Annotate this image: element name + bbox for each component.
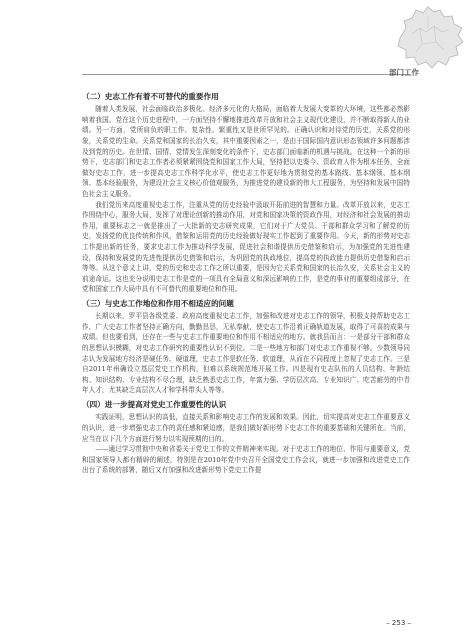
- paragraph: 我们党历来高度重视史志工作，注重从党的历史经验中汲取开拓前进的智慧和力量。改革开放以来，史志工作围绕中心，服务大局，发挥了对理论创新的推动作用，对党和国家决策的资政作用，对经济和社会发展的推动作用，重要标志之一就是推出了一大批新的史志研究成果，它们对于广大党员、干部和群众学习和了解党的历史，发扬党的优良传统和作风，借鉴和运用党的历史经验做好现实工作起到了重要作用。今天，新的形势对史志工作提出新的任务，要求史志工作为推动科学发展，促进社会和谐提供历史借鉴和启示，为加强党的先进性建设，保持和发展党的先进性提供历史借鉴和启示，为巩固党的执政地位，提高党的执政能力提供历史借鉴和启示等等。从这个意义上讲，党的历史和史志工作之所以重要，是因为它关系党和国家的长治久安，关系社会主义的前途命运。这也充分说明史志工作是党的一项具有全局意义和深远影响的工作，是党的事业的重要组成部分，在党和国家工作大局中具有不可替代的重要地位和作用。: [82, 200, 410, 294]
- section-heading: （三）与史志工作地位和作用不相适应的问题: [82, 298, 234, 308]
- paragraph: 实践证明，思想认识的高低，直接关系和影响史志工作的发展和效果。因此，切实提高对史志工作重要意义的认识，进一步增强史志工作的责任感和紧迫感，是我们做好新形势下史志工作的重要基础和关键所在。当前，应当在以下几个方面进行努力以实现预期的目的。: [82, 413, 410, 443]
- paragraph: 随着人类发展，社会面临政治多极化、经济多元化的大格局，面临着大发展大变革的大环境，这些都必然影响着我国。党在这个历史进程中，一方面坚持不懈地推进改革开放和社会主义现代化建设，并不断取得新人的业绩。另一方面，党所肩负的职工作、复杂性、繁重性又是世所罕见的。正确认识和对待党的历史，关系党的形象，关系党的生命。关系党和国家的长治久安，其中重要因素之一，是由于国际国内意识形态领域许多问题都涉及到党的历史。在世情、国情、党情发生深刻变化的条件下，史志部门面临新的机遇与挑战。在这种一个新的形势下，史志部门和史志工作者必须紧紧围绕党和国家工作大局，坚持把以史鉴今、资政育人作为根本任务，全面做好史志工作，进一步提高史志工作科学化水平，使史志工作更好地为贯彻党的基本路线、基本纲领、基本纲领、基本经验服务，为建设社会主义核心价值观服务，为推进党的建设新的伟大工程服务，为坚持和发展中国特色社会主义服务。: [82, 105, 410, 199]
- map-silhouette-icon: [392, 4, 466, 70]
- section-heading: （四）进一步提高对党史工作重要性的认识: [82, 400, 227, 410]
- page-number: – 253 –: [386, 619, 411, 627]
- paragraph: ——通过学习贯彻中央和省委关于党史工作的文件精神来实现。对于史志工作的地位、作用与重要意义，党和国家领导人都有精辟的阐述，特别是在2010年党中央召开全国党史工作会议，就进一步加强和改进党史工作出台了系统的部署，随后又有加强和改进新形势下党史工作提: [82, 445, 410, 475]
- section-heading: （二）史志工作有着不可替代的重要作用: [82, 92, 219, 101]
- paragraph: 长期以来，罗平县各级党委、政府高度重视史志工作，加强和改进对史志工作的领导，积极支持帮助史志工作，广大史志工作者坚持正确方向，勤勤恳恳，无私奉献，使史志工作沿着正确轨道发展，取得了可喜的成果与成绩。但也要看到，还存在一些与史志工作重要地位和作用不相适应的地方。就我县而言：一是部分干部和群众的思想认识模糊，对史志工作研究的重要性认识不到位。二是一些地方和部门对史志工作重视不够。少数领导同志认为发展地方经济是硬任务、硬道理，史志工作是软任务、软道理，从而在不同程度上忽视了史志工作。三是自2011年州确设立基层党史工作机构，但难以系统规范地开展工作。四是现有史志队伍的人员结构、年龄结构、知识结构、专业结构不尽合理，缺乏熟悉史志工作，年富力强、学历层次高、专业知识广、吃苦耐劳的中青年人才，尤其缺乏高层次人才和学科带头人等等。: [82, 312, 410, 395]
- header-rule: [82, 74, 410, 75]
- section-label: 部门工作: [389, 68, 419, 77]
- article-body: [82, 88, 410, 476]
